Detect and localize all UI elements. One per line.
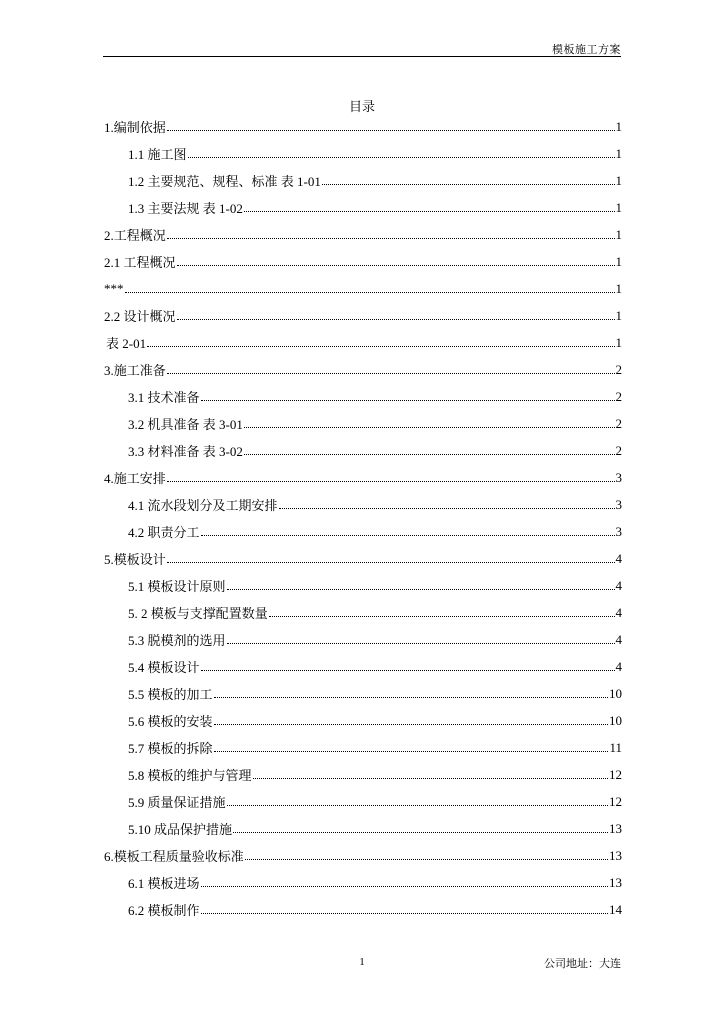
toc-entry-page: 14	[609, 901, 622, 917]
toc-dot-leader	[269, 616, 615, 617]
toc-dot-leader	[214, 751, 609, 752]
toc-entry-label: 5.6 模板的安装	[128, 714, 213, 729]
toc-dot-leader	[227, 805, 608, 806]
toc-dot-leader	[201, 913, 608, 914]
toc-dot-leader	[125, 292, 615, 293]
toc-entry-label: 5.5 模板的加工	[128, 687, 213, 702]
toc-dot-leader	[201, 670, 615, 671]
toc-entry[interactable]	[104, 437, 622, 464]
toc-entry-label: 3.施工准备	[104, 363, 166, 378]
toc-entry-page: 10	[609, 685, 622, 701]
toc-entry-label: 1.编制依据	[104, 120, 166, 135]
toc-entry-page: 1	[615, 118, 622, 134]
toc-entry-page: 4	[615, 631, 622, 647]
toc-entry-page: 3	[615, 496, 622, 512]
toc-entry-page: 2	[615, 415, 622, 431]
toc-entry-label: 6.模板工程质量验收标准	[104, 849, 244, 864]
toc-dot-leader	[167, 130, 615, 131]
toc-dot-leader	[253, 778, 608, 779]
toc-dot-leader	[233, 832, 608, 833]
toc-entry-label: 6.2 模板制作	[128, 903, 200, 918]
toc-entry-label: 3.3 材料准备 表 3-02	[128, 444, 243, 459]
toc-entry-page: 1	[615, 172, 622, 188]
toc-entry[interactable]	[104, 734, 622, 761]
toc-entry[interactable]	[104, 464, 622, 491]
toc-entry-page: 12	[609, 793, 622, 809]
toc-entry-page: 13	[609, 820, 622, 836]
toc-entry-label: 2.工程概况	[104, 228, 166, 243]
footer-address: 公司地址：大连	[544, 958, 621, 970]
toc-dot-leader	[214, 697, 608, 698]
toc-dot-leader	[167, 238, 615, 239]
toc-entry-label: 6.1 模板进场	[128, 876, 200, 891]
toc-entry-page: 3	[615, 523, 622, 539]
toc-entry[interactable]	[104, 140, 622, 167]
toc-entry-label: 5.8 模板的维护与管理	[128, 768, 252, 783]
toc-entry-label: ***	[104, 280, 124, 296]
toc-entry[interactable]	[104, 329, 622, 356]
toc-dot-leader	[279, 508, 615, 509]
toc-entry[interactable]	[104, 896, 622, 923]
toc-dot-leader	[245, 859, 608, 860]
toc-entry[interactable]	[104, 194, 622, 221]
toc-entry-label: 5. 2 模板与支撑配置数量	[128, 606, 268, 621]
toc-entry[interactable]	[104, 167, 622, 194]
toc-entry-page: 4	[615, 604, 622, 620]
toc-dot-leader	[167, 481, 615, 482]
toc-entry[interactable]	[104, 302, 622, 329]
toc-entry[interactable]	[104, 707, 622, 734]
toc-entry-label: 4.1 流水段划分及工期安排	[128, 498, 278, 513]
toc-dot-leader	[322, 184, 615, 185]
toc-dot-leader	[227, 589, 615, 590]
toc-dot-leader	[147, 346, 614, 347]
toc-entry[interactable]	[104, 275, 622, 302]
toc-dot-leader	[214, 724, 608, 725]
header-rule	[103, 56, 621, 57]
toc-dot-leader	[167, 373, 615, 374]
toc-dot-leader	[244, 211, 615, 212]
toc-entry-page: 2	[615, 442, 622, 458]
toc-entry-label: 3.1 技术准备	[128, 390, 200, 405]
footer-page-number: 1	[359, 956, 365, 968]
toc-entry[interactable]	[104, 356, 622, 383]
toc-entry-page: 1	[615, 226, 622, 242]
toc-entry-page: 1	[615, 199, 622, 215]
toc-entry[interactable]	[104, 383, 622, 410]
toc-entry-label: 5.10 成品保护措施	[128, 822, 233, 837]
toc-dot-leader	[177, 265, 615, 266]
toc-entry-label: 1.1 施工图	[128, 147, 187, 162]
toc-entry[interactable]	[104, 491, 622, 518]
toc-entry[interactable]	[104, 572, 622, 599]
toc-title: 目录	[348, 99, 375, 114]
toc-dot-leader	[201, 886, 608, 887]
toc-dot-leader	[201, 535, 615, 536]
toc-entry-label: 4.2 职责分工	[128, 525, 200, 540]
toc-entry[interactable]	[104, 410, 622, 437]
toc-entry-page: 1	[615, 307, 622, 323]
toc-dot-leader	[244, 454, 615, 455]
toc-entry-label: 5.9 质量保证措施	[128, 795, 226, 810]
toc-dot-leader	[244, 427, 615, 428]
toc-entry[interactable]	[104, 599, 622, 626]
toc-entry[interactable]	[104, 788, 622, 815]
toc-dot-leader	[227, 643, 615, 644]
table-of-contents	[104, 113, 622, 923]
toc-entry-label: 5.1 模板设计原则	[128, 579, 226, 594]
toc-entry-page: 10	[609, 712, 622, 728]
toc-entry-label: 1.3 主要法规 表 1-02	[128, 201, 243, 216]
toc-entry-label: 5.模板设计	[104, 552, 166, 567]
toc-entry-page: 4	[615, 577, 622, 593]
toc-entry-label: 3.2 机具准备 表 3-01	[128, 417, 243, 432]
toc-entry-page: 1	[615, 280, 622, 296]
toc-entry-label: 5.3 脱模剂的选用	[128, 633, 226, 648]
toc-entry-label: 2.2 设计概况	[104, 309, 176, 324]
toc-entry[interactable]	[104, 518, 622, 545]
toc-entry[interactable]	[104, 626, 622, 653]
toc-entry-label: 1.2 主要规范、规程、标准 表 1-01	[128, 174, 321, 189]
toc-entry-page: 4	[615, 658, 622, 674]
toc-entry-page: 1	[615, 145, 622, 161]
toc-entry[interactable]	[104, 113, 622, 140]
toc-entry-page: 2	[615, 388, 622, 404]
toc-entry[interactable]	[104, 653, 622, 680]
toc-entry-label: 4.施工安排	[104, 471, 166, 486]
toc-dot-leader	[188, 157, 615, 158]
toc-entry-page: 1	[615, 253, 622, 269]
toc-entry[interactable]	[104, 842, 622, 869]
header-title: 模板施工方案	[552, 44, 621, 56]
toc-dot-leader	[167, 562, 615, 563]
toc-dot-leader	[201, 400, 615, 401]
toc-dot-leader	[177, 319, 615, 320]
toc-entry-page: 4	[615, 550, 622, 566]
toc-entry-page: 1	[615, 334, 622, 350]
toc-entry[interactable]	[104, 248, 622, 275]
toc-entry-label: 2.1 工程概况	[104, 255, 176, 270]
toc-entry-label: 表 2-01	[106, 336, 147, 351]
toc-entry-page: 3	[615, 469, 622, 485]
toc-entry-page: 12	[609, 766, 622, 782]
toc-entry[interactable]	[104, 761, 622, 788]
toc-entry[interactable]	[104, 869, 622, 896]
toc-entry-page: 13	[609, 847, 622, 863]
toc-entry-label: 5.7 模板的拆除	[128, 741, 213, 756]
toc-entry-page: 2	[615, 361, 622, 377]
toc-entry-label: 5.4 模板设计	[128, 660, 200, 675]
toc-entry[interactable]	[104, 221, 622, 248]
toc-entry[interactable]	[104, 545, 622, 572]
toc-entry-page: 11	[609, 739, 622, 755]
toc-entry[interactable]	[104, 815, 622, 842]
toc-entry[interactable]	[104, 680, 622, 707]
toc-entry-page: 13	[609, 874, 622, 890]
